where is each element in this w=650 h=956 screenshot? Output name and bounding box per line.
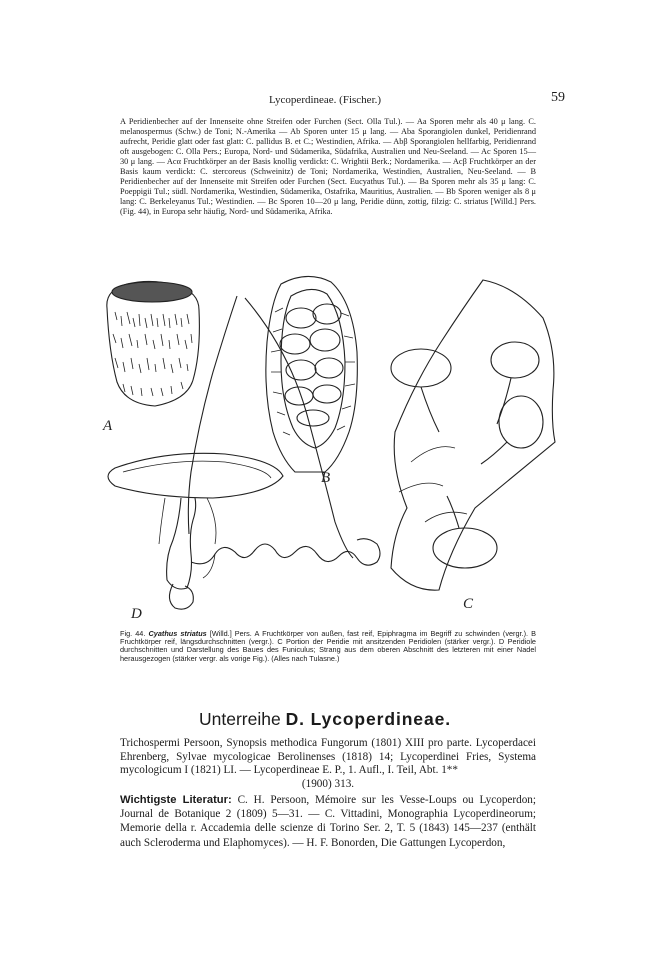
synonyms-line-1: Trichospermi Persoon, Synopsis methodica Fungorum (1801) XIII pro parte. Lycoperdacei Ehrenberg, Sylvae mycologicae Berolinenses (1818) 14; Lycoperdinei Fries, Systema mycologicum I (1821) LI. — Lycoperdineae E. P., 1. Aufl., I. Teil, Abt. 1** bbox=[120, 737, 536, 777]
synonyms-line-2: (1900) 313. bbox=[301, 777, 355, 790]
caption-text: [Willd.] Pers. A Fruchtkörper von außen, fast reif, Epiphragma im Begriff zu schwinden (vergr.). B Fruchtkörper reif, längsdurchschnitten (vergr.). C Portion der Peridie mit ansitzenden Peridiolen (stärker vergr.). D Peridiole durchschnitten und Darstellung des Baues des Funiculus; Strang aus dem oberen Abschnitt des letzteren mit einer Nadel herausgezogen (stärker vergr. als vorige Fig.). (Alles nach Tulasne.) bbox=[120, 629, 536, 663]
panel-label-d: D bbox=[131, 606, 142, 622]
panel-label-c: C bbox=[463, 596, 474, 612]
caption-species: Cyathus striatus bbox=[148, 629, 207, 638]
synonyms-paragraph bbox=[120, 737, 536, 791]
figure-44 bbox=[95, 272, 565, 628]
section-title: D. Lycoperdineae. bbox=[285, 709, 451, 729]
key-paragraph: A Peridienbecher auf der Innenseite ohne Streifen oder Furchen (Sect. Olla Tul.). — Aa Sporen mehr als 40 μ lang. C. melanospermus (Schw.) de Toni; N.-Amerika — Ab Sporen unter 15 μ lang. — Aba Sporangiolen dunkel, Peridienrand aufrecht, Peridie glatt oder fast glatt: C. pallidus B. et C.; Westindien, Afrika. — Abβ Sporangiolen hellfarbig, Peridienrand oft ausgebogen: C. Olla Pers.; Europa, Nord- und Südamerika, Südafrika, Australien und Neu-Seeland. — Ac Sporen 15—30 μ lang. — Acα Fruchtkörper an der Basis knollig verdickt: C. Wrightii Berk.; Nordamerika. — Acβ Fruchtkörper an der Basis kaum verdickt: C. stercoreus (Schweinitz) de Toni; Nordamerika, Westindien, Australien, Neu-Seeland. — B Peridienbecher auf der Innenseite mit Streifen oder Furchen (Sect. Eucyathus Tul.). — Ba Sporen mehr als 35 μ lang: C. Poeppigii Tul.; südl. Nordamerika, Westindien, Südamerika, Ostafrika, Mauritius, Australien. — Bb Sporen weniger als 8 μ lang: C. Berkeleyanus Tul.; Westindien. — Bc Sporen 10—20 μ lang, Peridie dünn, zottig, filzig: C. striatus [Willd.] Pers. (Fig. 44), in Europa sehr häufig, Nord- und Südamerika, Afrika. bbox=[120, 117, 536, 217]
panel-label-a: A bbox=[103, 418, 113, 434]
page-number: 59 bbox=[551, 90, 565, 105]
panel-c-drawing bbox=[391, 280, 555, 590]
section-prefix: Unterreihe bbox=[199, 709, 286, 729]
panel-label-b: B bbox=[321, 470, 331, 486]
determination-key bbox=[120, 117, 536, 217]
section-heading bbox=[0, 709, 650, 730]
panel-a-drawing bbox=[107, 281, 200, 406]
figure-illustration bbox=[95, 272, 565, 628]
caption-label: Fig. 44. bbox=[120, 629, 146, 638]
literature-paragraph bbox=[120, 793, 536, 850]
running-title: Lycoperdineae. (Fischer.) bbox=[268, 94, 382, 106]
panel-b-drawing bbox=[266, 276, 357, 472]
literature-label: Wichtigste Literatur: bbox=[120, 794, 232, 806]
figure-caption bbox=[120, 630, 536, 663]
literature-text: C. H. Persoon, Mémoire sur les Vesse-Loups ou Lycoperdon; Journal de Botanique 2 (1809) 5—31. — C. Vittadini, Monographia Lycoperdineorum; Memorie della r. Accademia delle scienze di Torino Ser. 2, T. 5 (1843) 145—237 (enthält auch Scleroderma und Elaphomyces). — H. F. Bonorden, Die Gattungen Lycoperdon, bbox=[120, 794, 536, 849]
running-header bbox=[0, 90, 650, 110]
